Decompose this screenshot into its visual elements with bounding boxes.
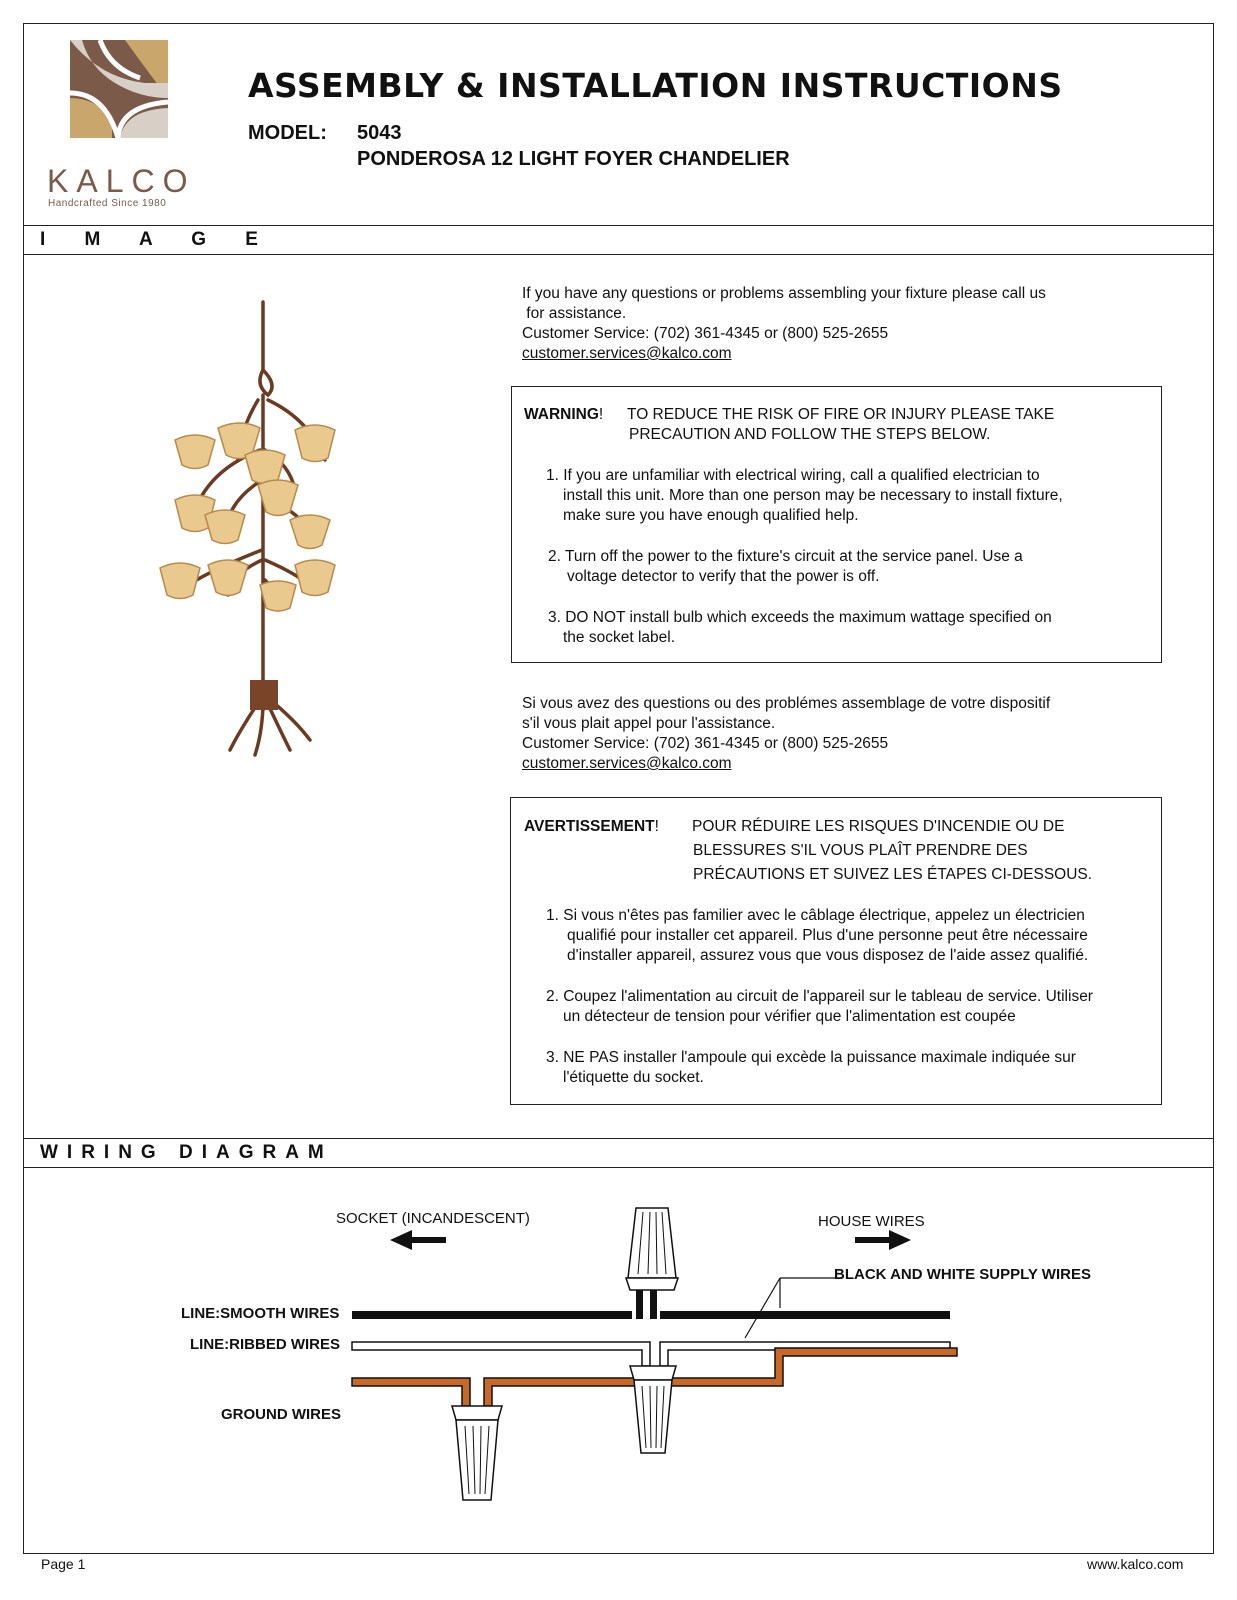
smooth-wire-up-left — [636, 1286, 643, 1319]
english-step1-line3: make sure you have enough qualified help. — [563, 507, 859, 524]
english-intro-line1: If you have any questions or problems assembling your fixture please call us — [522, 285, 1046, 302]
english-warning-line1: TO REDUCE THE RISK OF FIRE OR INJURY PLEASE TAKE — [627, 406, 1055, 423]
image-section-divider — [23, 254, 1214, 255]
french-step3-line1: 3. NE PAS installer l'ampoule qui excède la puissance maximale indiquée sur — [546, 1049, 1076, 1066]
wiring-diagram — [0, 1168, 1237, 1548]
logo-wordmark: KALCO — [47, 163, 196, 199]
website-url[interactable]: www.kalco.com — [1087, 1556, 1184, 1572]
french-step1-line2: qualifié pour installer cet appareil. Plus d'une personne peut être nécessaire — [567, 927, 1088, 944]
english-step3-line2: the socket label. — [563, 629, 676, 646]
english-warning-label: WARNING — [524, 406, 599, 423]
french-warning-line2: BLESSURES S'IL VOUS PLAÎT PRENDRE DES — [693, 842, 1028, 859]
house-wires-label: HOUSE WIRES — [818, 1213, 925, 1230]
ground-wire-nut — [452, 1406, 502, 1500]
chandelier-image — [150, 300, 360, 770]
french-step2-line1: 2. Coupez l'alimentation au circuit de l'appareil sur le tableau de service. Utiliser — [546, 988, 1093, 1005]
smooth-wire-right — [660, 1311, 950, 1319]
french-intro-line1: Si vous avez des questions ou des problémes assemblage de votre dispositif — [522, 695, 1051, 712]
french-warning-heading — [524, 817, 659, 838]
supply-leader — [745, 1278, 842, 1338]
model-label: MODEL: — [248, 122, 327, 144]
ground-wires-label: GROUND WIRES — [221, 1406, 341, 1423]
french-step1-line3: d'installer appareil, assurez vous que vous disposez de l'aide assez qualifié. — [567, 947, 1089, 964]
english-customer-service: Customer Service: (702) 361-4345 or (800) 525-2655 — [522, 325, 889, 342]
smooth-wire-up-right — [650, 1286, 657, 1319]
wiring-section-heading: WIRING DIAGRAM — [40, 1142, 333, 1163]
french-warning-line3: PRÉCAUTIONS ET SUIVEZ LES ÉTAPES CI-DESSOUS. — [693, 866, 1093, 883]
middle-wire-nut — [630, 1366, 676, 1453]
header-divider — [23, 225, 1214, 226]
socket-arrow — [390, 1230, 446, 1250]
english-step2-line1: 2. Turn off the power to the fixture's circuit at the service panel. Use a — [548, 548, 1023, 565]
socket-label: SOCKET (INCANDESCENT) — [336, 1210, 530, 1227]
house-arrow — [855, 1230, 911, 1250]
page-number: Page 1 — [41, 1556, 86, 1572]
ribbed-wires-label: LINE:RIBBED WIRES — [190, 1336, 340, 1353]
page-title: ASSEMBLY & INSTALLATION INSTRUCTIONS — [248, 66, 1063, 105]
french-step1-line1: 1. Si vous n'êtes pas familier avec le câblage électrique, appelez un électricien — [546, 907, 1085, 924]
french-step3-line2: l'étiquette du socket. — [563, 1069, 704, 1086]
english-step2-line2: voltage detector to verify that the power is off. — [567, 568, 880, 585]
french-warning-excl: ! — [654, 818, 659, 835]
french-email-link[interactable]: customer.services@kalco.com — [522, 755, 732, 772]
french-intro-line2: s'il vous plait appel pour l'assistance. — [522, 715, 776, 732]
english-step3-line1: 3. DO NOT install bulb which exceeds the maximum wattage specified on — [548, 609, 1052, 626]
model-name: PONDEROSA 12 LIGHT FOYER CHANDELIER — [357, 148, 790, 170]
french-step2-line2: un détecteur de tension pour vérifier que l'alimentation est coupée — [563, 1008, 1016, 1025]
french-customer-service: Customer Service: (702) 361-4345 or (800) 525-2655 — [522, 735, 889, 752]
wiring-section-top-divider — [23, 1138, 1214, 1139]
english-warning-line2: PRECAUTION AND FOLLOW THE STEPS BELOW. — [629, 426, 991, 443]
french-warning-label: AVERTISSEMENT — [524, 818, 655, 835]
english-warning-heading — [524, 405, 603, 426]
french-warning-line1: POUR RÉDUIRE LES RISQUES D'INCENDIE OU DE — [692, 818, 1065, 835]
english-email-link[interactable]: customer.services@kalco.com — [522, 345, 732, 362]
supply-wires-label: BLACK AND WHITE SUPPLY WIRES — [834, 1266, 1091, 1283]
image-section-heading: I M A G E — [40, 229, 275, 250]
english-step1-line2: install this unit. More than one person may be necessary to install fixture, — [563, 487, 1063, 504]
logo-tagline: Handcrafted Since 1980 — [48, 198, 167, 209]
english-step1-line1: 1. If you are unfamiliar with electrical wiring, call a qualified electrician to — [546, 467, 1040, 484]
smooth-wires-label: LINE:SMOOTH WIRES — [181, 1305, 340, 1322]
english-warning-excl: ! — [598, 406, 604, 423]
top-wire-nut — [626, 1208, 678, 1290]
model-number: 5043 — [357, 122, 402, 144]
english-intro-line2: for assistance. — [522, 305, 627, 322]
smooth-wire-left — [352, 1311, 632, 1319]
